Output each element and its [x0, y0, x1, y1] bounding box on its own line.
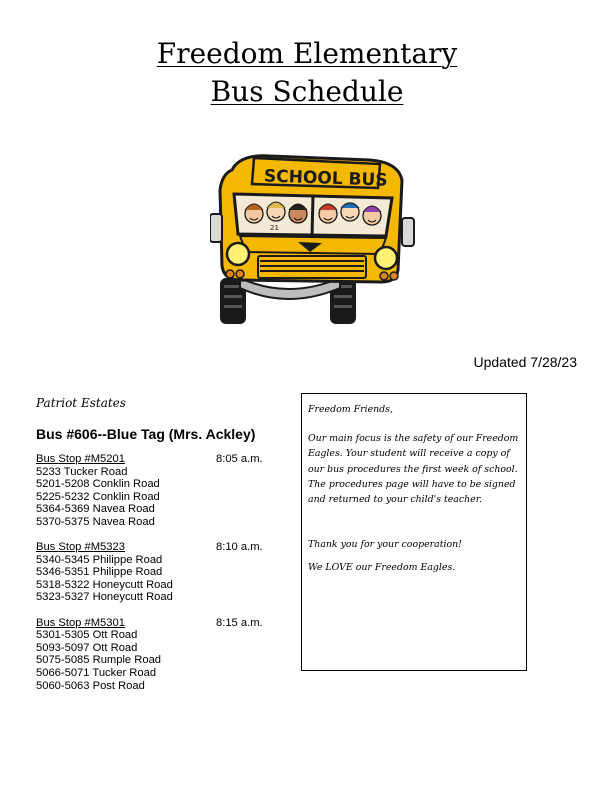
stop-address: 5093-5097 Ott Road: [36, 641, 138, 654]
bus-stop-time: 8:10 a.m.: [216, 541, 263, 554]
bus-stop: [36, 453, 276, 529]
stop-address: 5301-5305 Ott Road: [36, 629, 138, 642]
updated-date: Updated 7/28/23: [473, 354, 577, 370]
bus-number-heading: Bus #606--Blue Tag (Mrs. Ackley): [36, 426, 256, 442]
bus-stop: [36, 541, 276, 604]
page-title: Freedom Elementary: [156, 37, 458, 70]
stop-address: 5066-5071 Tucker Road: [36, 666, 157, 679]
stop-address: 5201-5208 Conklin Road: [36, 478, 160, 491]
bus-sign-text: SCHOOL BUS: [263, 166, 388, 191]
stop-address: 5075-5085 Rumple Road: [36, 654, 162, 667]
stop-address: 5340-5345 Philippe Road: [36, 553, 163, 566]
bus-stop-name: Bus Stop #M5323: [36, 541, 125, 554]
bus-stop-name: Bus Stop #M5301: [36, 616, 125, 629]
stop-address: 5225-5232 Conklin Road: [36, 490, 160, 503]
parent-note-box: [301, 393, 527, 671]
bus-stop-time: 8:15 a.m.: [216, 616, 263, 629]
stop-address: 5364-5369 Navea Road: [36, 503, 155, 516]
bus-stop: [36, 617, 276, 693]
neighborhood-name: Patriot Estates: [36, 396, 126, 410]
stop-address: 5323-5327 Honeycutt Road: [36, 591, 173, 604]
bus-stop-name: Bus Stop #M5201: [36, 453, 125, 465]
bus-stop-time: 8:05 a.m.: [216, 453, 263, 465]
stop-address: 5346-5351 Philippe Road: [36, 566, 163, 579]
stop-address: 5318-5322 Honeycutt Road: [36, 578, 173, 591]
note-body: Our main focus is the safety of our Freedom Eagles. Your student will receive a copy of our bus procedures the first week of school. The procedures page will have to be signed and returned to your child's teacher.: [308, 433, 519, 506]
bus-stop-list: [36, 453, 276, 705]
school-bus-illustration: [210, 150, 416, 328]
note-closing: We LOVE our Freedom Eagles.: [308, 562, 456, 574]
page-subtitle: Bus Schedule: [210, 75, 404, 108]
bus-plate-text: 21: [270, 224, 279, 232]
note-thanks: Thank you for your cooperation!: [308, 539, 462, 551]
stop-address: 5060-5063 Post Road: [36, 679, 145, 692]
note-greeting: Freedom Friends,: [308, 404, 393, 415]
stop-address: 5370-5375 Navea Road: [36, 515, 155, 528]
stop-address: 5233 Tucker Road: [36, 465, 128, 478]
